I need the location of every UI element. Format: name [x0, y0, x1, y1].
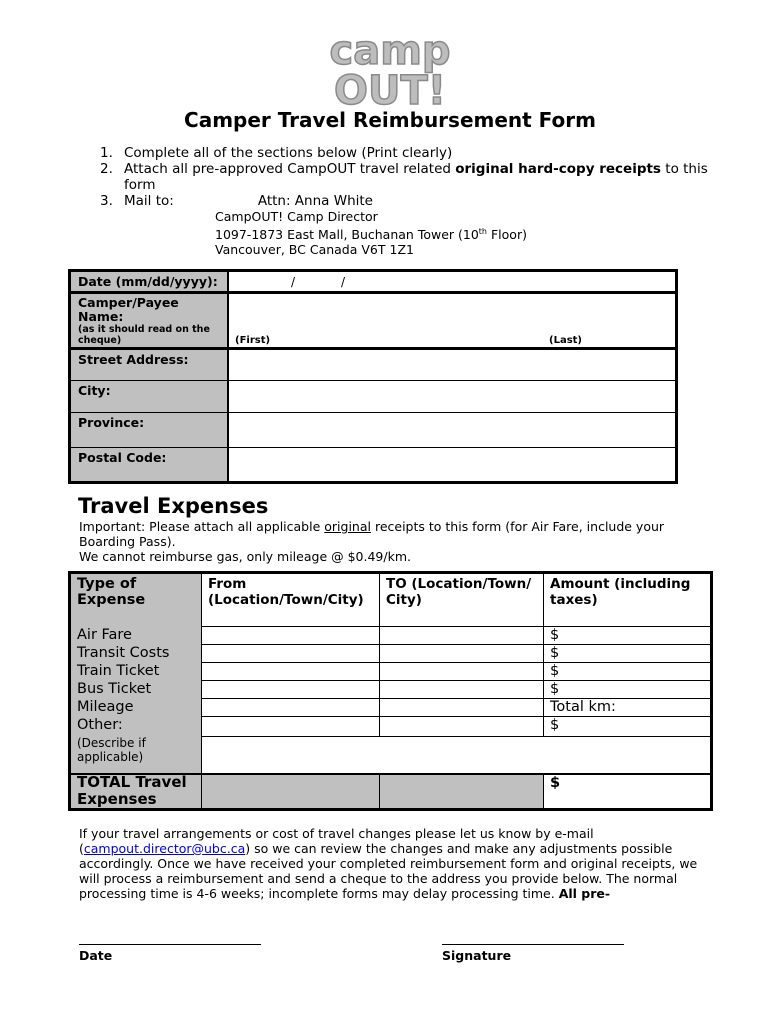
instruction-1: 1. Complete all of the sections below (Print clearly) [100, 145, 453, 161]
date-label: Date (mm/dd/yyyy): [71, 272, 229, 291]
expense-table [68, 571, 713, 811]
name-label: Camper/Payee Name: (as it should read on the cheque) [71, 294, 229, 347]
amount-air-fare[interactable]: $ [550, 627, 560, 643]
province-field[interactable] [229, 413, 675, 447]
postal-field[interactable] [229, 448, 675, 481]
city-label: City: [71, 381, 229, 412]
attn-line: Attn: Anna White [257, 193, 373, 209]
name-field[interactable] [229, 294, 675, 347]
row-transit: Transit Costs [77, 645, 170, 661]
date-line[interactable] [79, 944, 261, 945]
amount-other[interactable]: $ [550, 717, 560, 733]
street-label: Street Address: [71, 350, 229, 380]
street-field[interactable] [229, 350, 675, 380]
header-from: From (Location/Town/City) [208, 576, 364, 608]
name-note: (as it should read on the cheque) [78, 324, 210, 346]
amount-mileage[interactable]: Total km: [550, 699, 616, 715]
last-name-hint: (Last) [549, 335, 582, 346]
first-name-hint: (First) [235, 335, 271, 346]
province-label: Province: [71, 413, 229, 447]
header-to: TO (Location/Town/City) [386, 576, 532, 608]
amount-transit[interactable]: $ [550, 645, 560, 661]
amount-bus[interactable]: $ [550, 681, 560, 697]
logo-text-out: OUT! [333, 68, 447, 110]
instruction-2: 2. Attach all pre-approved CampOUT travel related original hard-copy receipts to this form [100, 161, 708, 193]
signature-label: Signature [442, 948, 512, 963]
camper-info-table [68, 269, 678, 484]
amount-train[interactable]: $ [550, 663, 560, 679]
signature-line[interactable] [442, 944, 624, 945]
total-row-bg [201, 773, 544, 808]
header-type: Type of Expense [77, 576, 146, 608]
logo-text-camp: camp [329, 30, 451, 74]
postal-label: Postal Code: [71, 448, 229, 481]
total-label: TOTAL Travel Expenses [77, 773, 187, 808]
header-amount: Amount (including taxes) [550, 576, 691, 608]
travel-expenses-heading: Travel Expenses [78, 494, 269, 518]
date-field[interactable]: / / [291, 275, 346, 289]
footer-paragraph: If your travel arrangements or cost of travel changes please let us know by e-mail (campout.director@ubc.ca) so we can review the changes and make any adjustments possible accordingly. Once we have received your completed reimbursement form and original receipts, we will process a reimbursement and send a cheque to the address you provide below. The normal processing time is 4-6 weeks; incomplete forms may delay processing time. All pre- [79, 826, 698, 901]
row-train: Train Ticket [77, 663, 160, 679]
mailing-address: CampOUT! Camp Director 1097-1873 East Mall, Buchanan Tower (10th Floor) Vancouver, BC Canada V6T 1Z1 [215, 209, 527, 258]
row-bus: Bus Ticket [77, 681, 152, 697]
campout-logo [322, 30, 458, 110]
row-air-fare: Air Fare [77, 627, 132, 643]
email-link[interactable]: campout.director@ubc.ca [83, 841, 246, 856]
amount-total[interactable]: $ [550, 775, 561, 791]
other-note: (Describe if applicable) [77, 736, 146, 764]
instruction-3: 3. Mail to: Attn: Anna White [100, 193, 373, 209]
travel-note: Important: Please attach all applicable original receipts to this form (for Air Fare, include your Boarding Pass). We cannot reimburse gas, only mileage @ $0.49/km. [79, 519, 665, 564]
row-mileage: Mileage [77, 699, 134, 715]
row-other: Other: [77, 717, 123, 733]
page-title: Camper Travel Reimbursement Form [184, 108, 596, 132]
city-field[interactable] [229, 381, 675, 412]
instructions-list [100, 145, 720, 257]
date-signature-label: Date [79, 948, 113, 963]
